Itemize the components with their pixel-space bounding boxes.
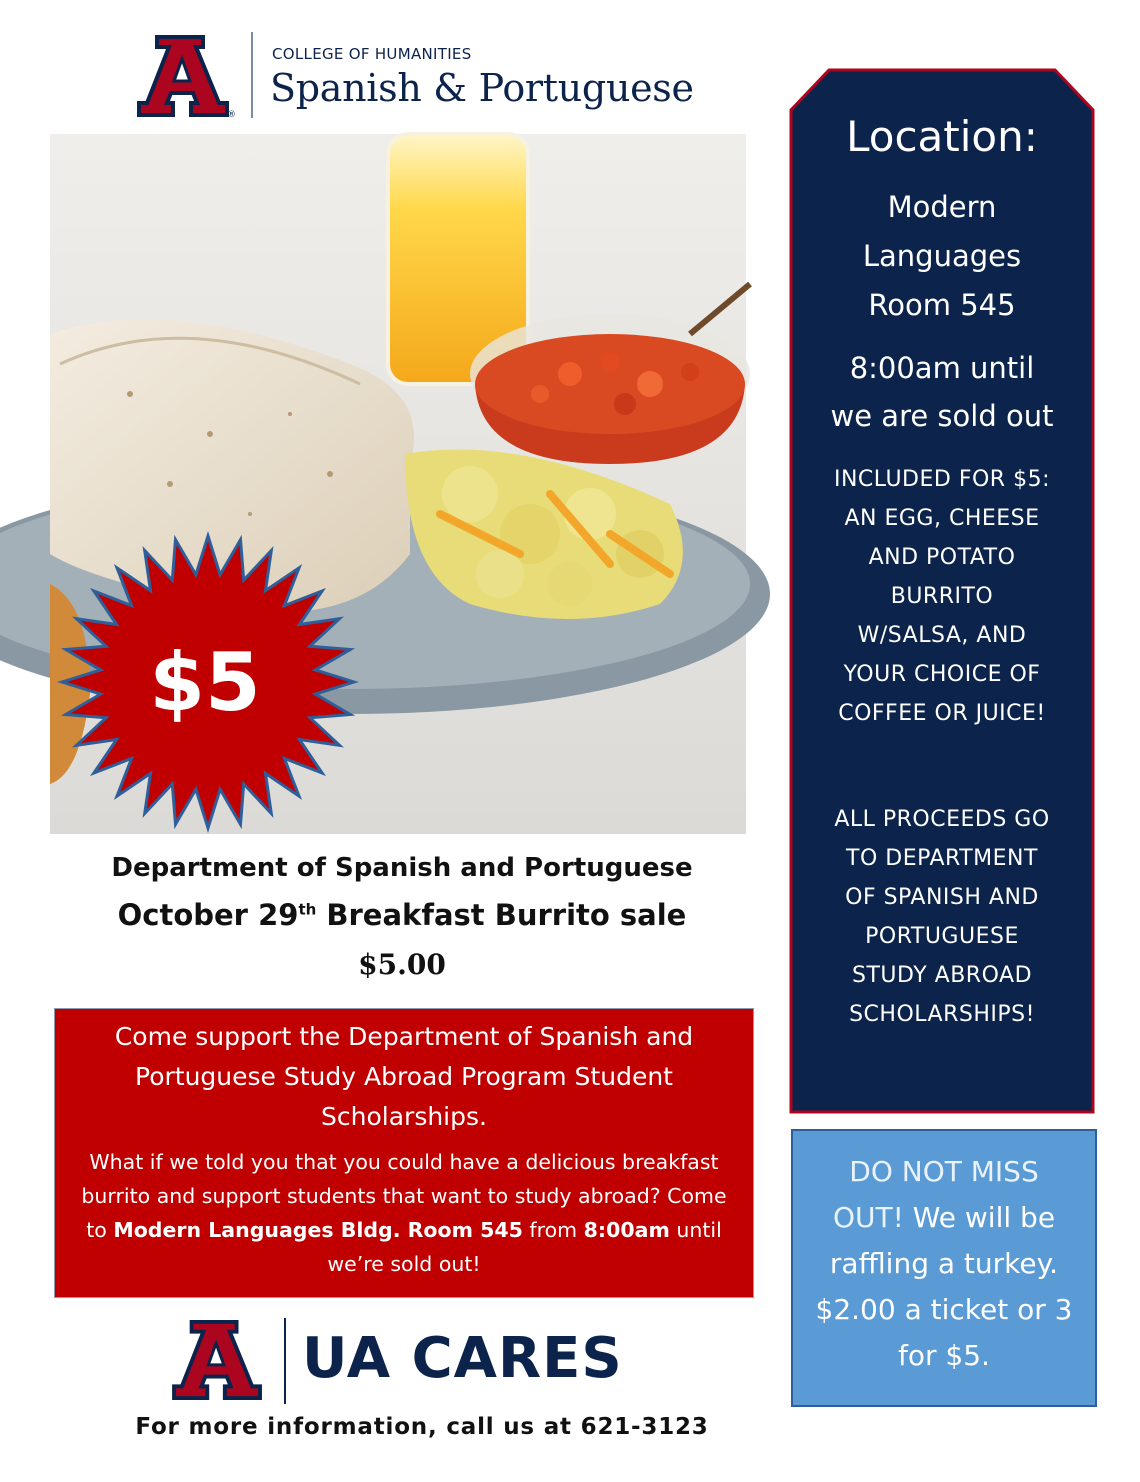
contact-line: For more information, call us at 621-3123 <box>135 1414 709 1440</box>
location-building-1: Modern <box>887 190 997 224</box>
included-line: AND POTATO <box>868 545 1016 570</box>
event-price: $5.00 <box>358 948 446 981</box>
raffle-line-2: OUT! We will be <box>832 1201 1056 1234</box>
support-box <box>54 1008 754 1298</box>
proceeds-line: PORTUGUESE <box>865 924 1019 949</box>
included-line: COFFEE OR JUICE! <box>838 701 1046 726</box>
raffle-line-4: $2.00 a ticket or 3 <box>815 1293 1073 1326</box>
department-name: Spanish & Portuguese <box>270 66 694 110</box>
location-panel <box>789 68 1095 1114</box>
proceeds-line: STUDY ABROAD <box>851 963 1033 988</box>
included-line: YOUR CHOICE OF <box>843 662 1041 687</box>
included-line: BURRITO <box>890 584 994 609</box>
location-building-2: Languages <box>862 239 1022 273</box>
block-a-logo <box>135 33 236 120</box>
ua-cares-logo <box>170 1318 266 1402</box>
raffle-line-3: raffling a turkey. <box>829 1247 1059 1280</box>
location-time-1: 8:00am until <box>849 351 1035 385</box>
raffle-line-1: DO NOT MISS <box>849 1155 1039 1188</box>
included-line: AN EGG, CHEESE <box>844 506 1040 531</box>
proceeds-list <box>789 800 1095 1034</box>
location-room: Room 545 <box>868 288 1016 322</box>
included-list <box>789 460 1095 733</box>
location-title: Location: <box>846 112 1038 161</box>
proceeds-line: TO DEPARTMENT <box>846 846 1038 871</box>
raffle-box <box>791 1129 1097 1407</box>
proceeds-line: SCHOLARSHIPS! <box>849 1002 1035 1027</box>
college-name: COLLEGE OF HUMANITIES <box>272 45 472 63</box>
location-time-2: we are sold out <box>830 399 1054 433</box>
support-lead: Come support the Department of Spanish and Portuguese Study Abroad Program Student Scholarships. <box>114 1022 694 1131</box>
ua-cares-title: UA CARES <box>302 1326 623 1391</box>
support-body: What if we told you that you could have a delicious breakfast burrito and support students that want to study abroad? Come to Modern Languages Bldg. Room 545 from 8:00am until we’re sold out! <box>81 1150 727 1276</box>
price-starburst <box>58 532 358 832</box>
proceeds-line: OF SPANISH AND <box>845 885 1039 910</box>
price-label: $5 <box>149 636 261 729</box>
proceeds-line: ALL PROCEEDS GO <box>834 807 1050 832</box>
raffle-line-5: for $5. <box>898 1339 990 1372</box>
included-line: W/SALSA, AND <box>857 623 1027 648</box>
event-department: Department of Spanish and Portuguese <box>111 853 693 883</box>
event-title: October 29th Breakfast Burrito sale <box>117 898 687 932</box>
ua-cares-divider <box>284 1318 286 1404</box>
registered-mark: ® <box>227 110 236 120</box>
included-line: INCLUDED FOR $5: <box>833 467 1050 492</box>
header-divider <box>251 32 253 118</box>
